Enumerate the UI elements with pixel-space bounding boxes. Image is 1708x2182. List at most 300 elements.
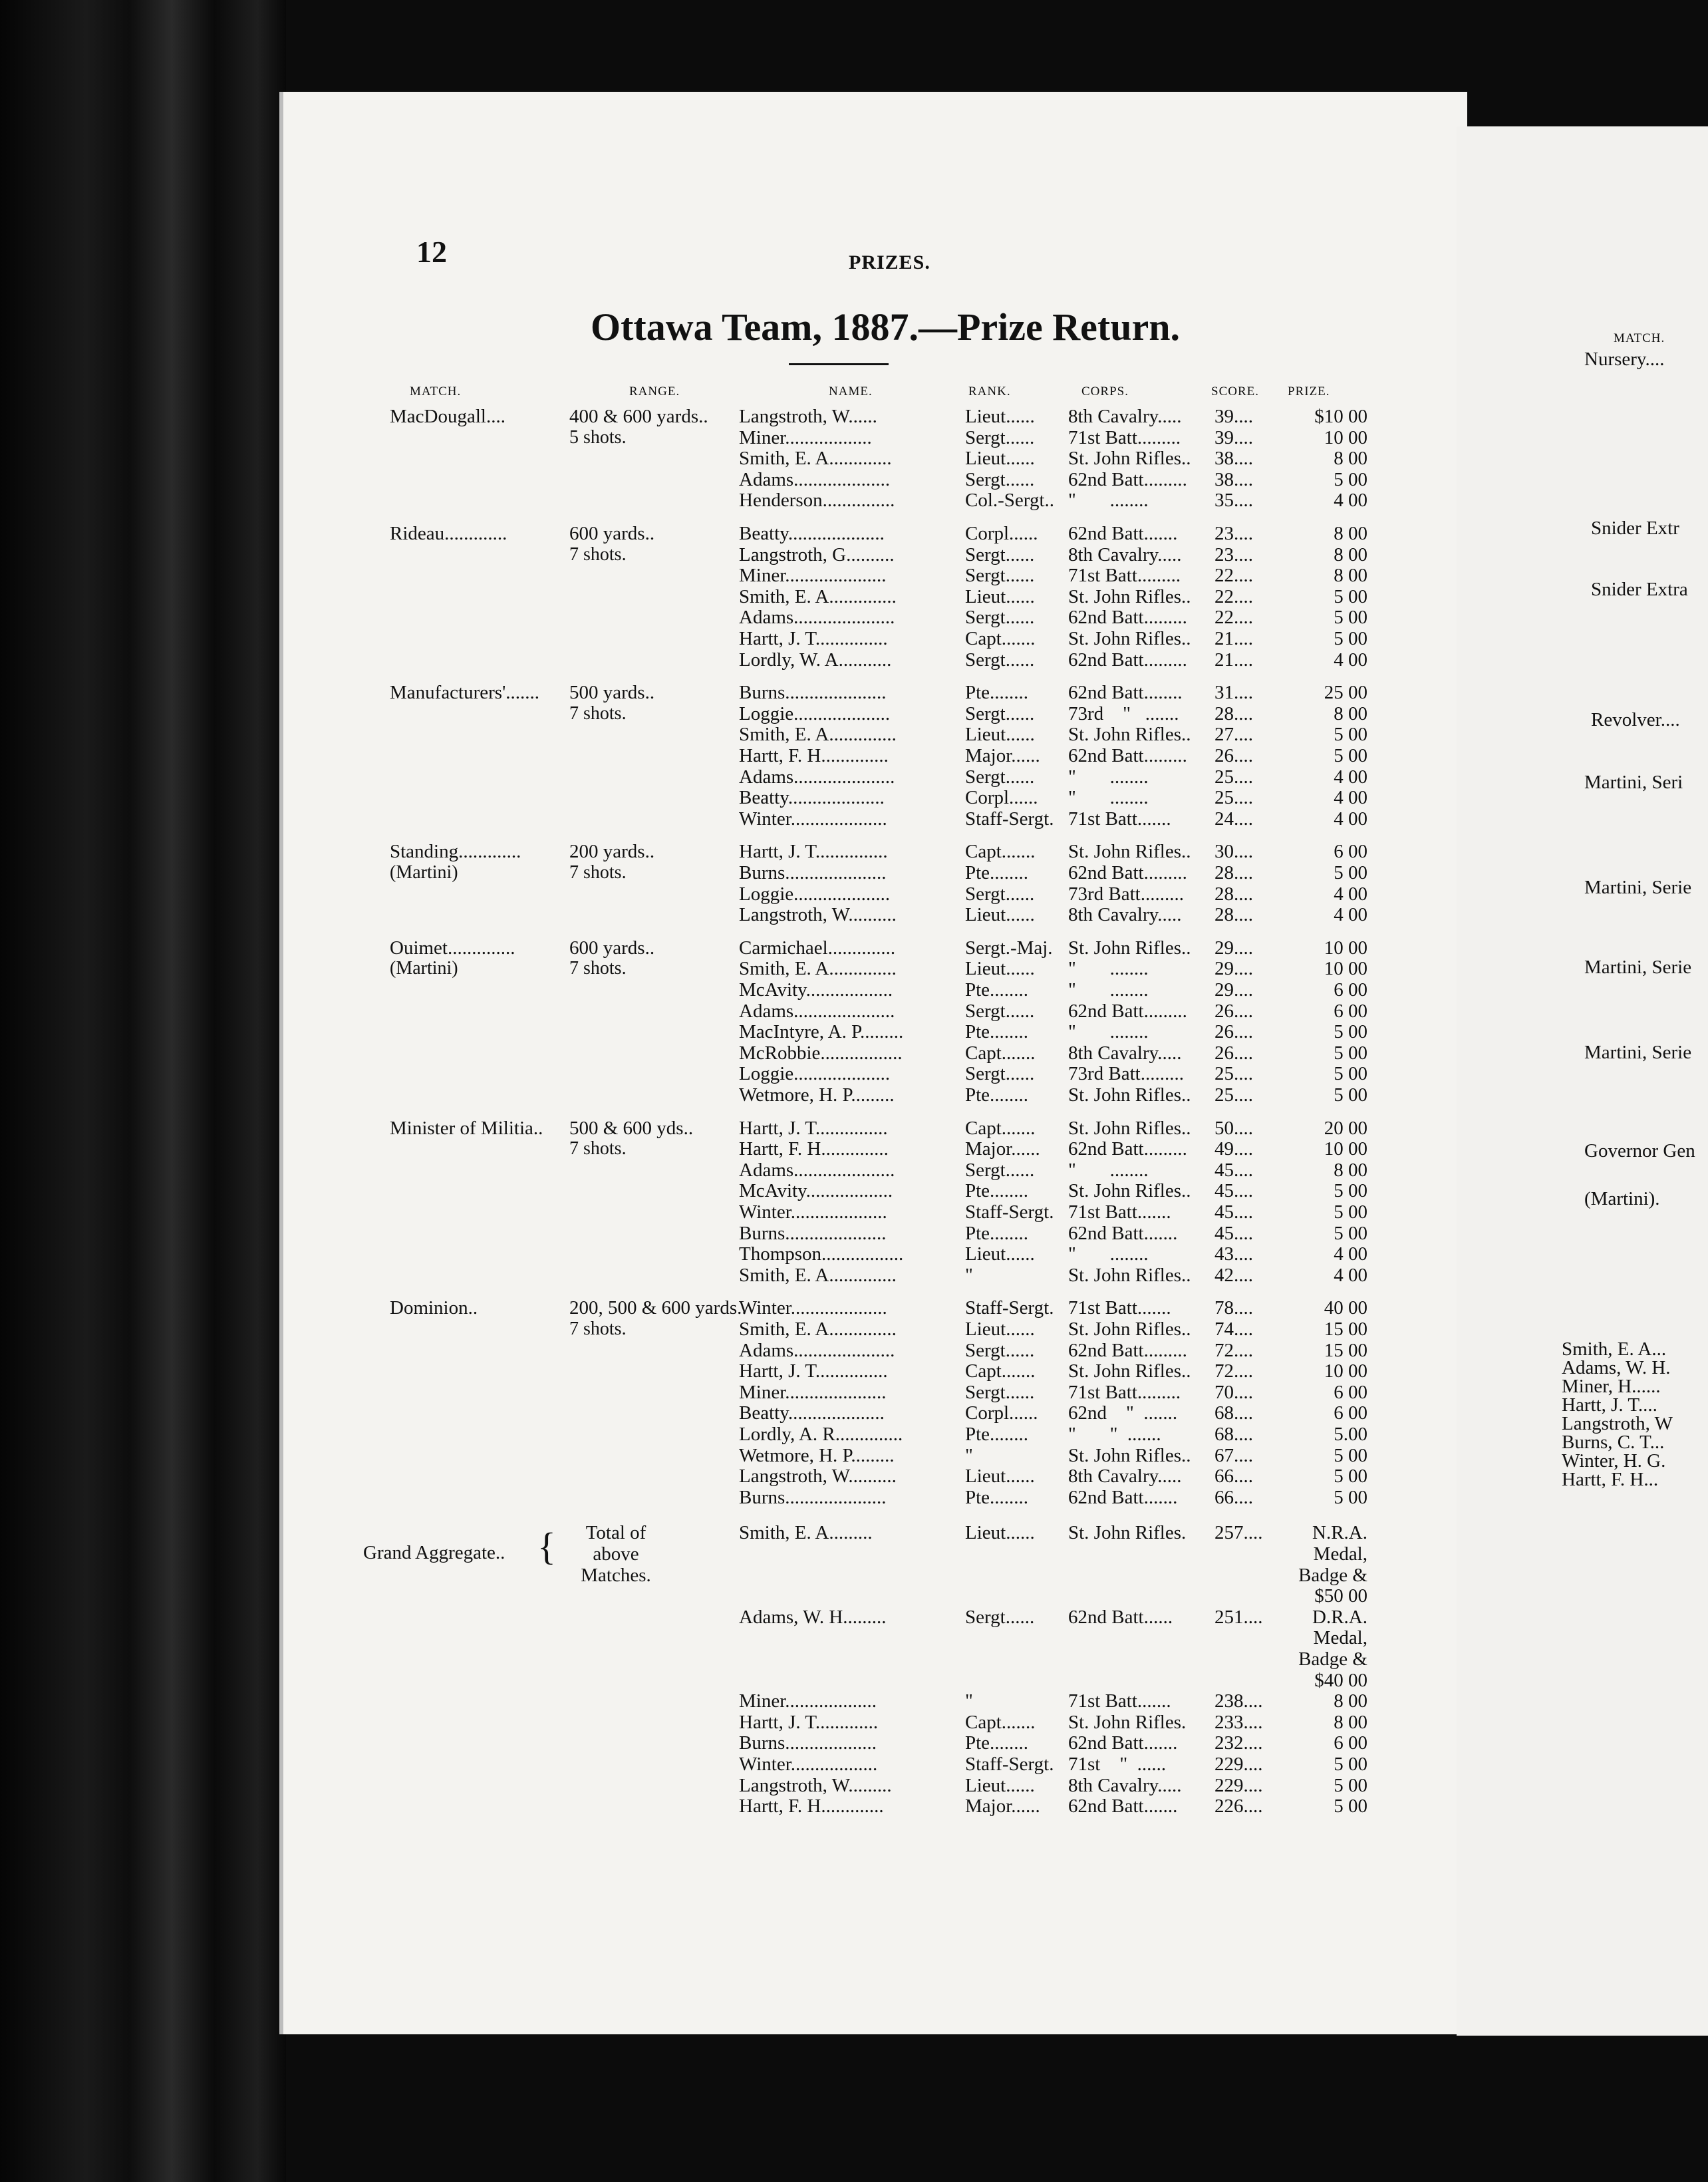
table-row: [283, 862, 1467, 883]
entry-score: 229....: [1214, 1754, 1263, 1775]
right-page-name: Hartt, F. H...: [1562, 1469, 1659, 1490]
entry-prize: 4 00: [1334, 1243, 1367, 1265]
entry-rank: Lieut......: [965, 1319, 1035, 1340]
entry-name: Hartt, J. T...............: [739, 628, 888, 649]
entry-corps: 62nd " .......: [1068, 1402, 1178, 1424]
header-score: SCORE.: [1211, 385, 1259, 398]
entry-name: Lordly, A. R..............: [739, 1424, 903, 1445]
entry-rank: Sergt......: [965, 1606, 1035, 1628]
entry-rank: ": [965, 1264, 1017, 1286]
entry-prize: 6 00: [1334, 1000, 1367, 1022]
entry-corps: 62nd Batt.........: [1068, 745, 1187, 766]
entry-corps: St. John Rifles..: [1068, 1180, 1191, 1202]
entry-name: Carmichael..............: [739, 937, 896, 959]
entry-score: 70....: [1214, 1381, 1253, 1403]
entry-prize: 5 00: [1334, 1084, 1367, 1106]
table-row: [283, 406, 1467, 427]
entry-corps: 8th Cavalry.....: [1068, 544, 1182, 565]
header-name: NAME.: [829, 385, 873, 398]
entry-corps: St. John Rifles..: [1068, 841, 1191, 863]
table-row: [283, 1319, 1467, 1340]
entry-prize: 5 00: [1334, 862, 1367, 883]
entry-name: Langstroth, W.........: [739, 1774, 892, 1796]
entry-prize: 6 00: [1334, 979, 1367, 1001]
entry-corps: 62nd Batt.........: [1068, 862, 1187, 883]
entry-prize: 6 00: [1334, 1381, 1367, 1403]
entry-score: 229....: [1214, 1774, 1263, 1796]
entry-score: 78....: [1214, 1297, 1253, 1319]
entry-name: Beatty....................: [739, 1402, 885, 1424]
entry-name: Langstroth, W..........: [739, 1466, 897, 1487]
entry-corps: 73rd Batt.........: [1068, 883, 1184, 905]
entry-name: Smith, E. A..............: [739, 585, 897, 607]
entry-corps: 62nd Batt.......: [1068, 523, 1178, 544]
entry-prize: 5 00: [1334, 585, 1367, 607]
entry-corps: 62nd Batt.......: [1068, 1486, 1178, 1508]
entry-rank: Pte........: [965, 979, 1029, 1001]
entry-prize: 5 00: [1334, 1774, 1367, 1796]
table-row: [283, 841, 1467, 862]
entry-rank: Capt.......: [965, 1117, 1036, 1139]
table-row: [283, 1180, 1467, 1201]
entry-rank: Lieut......: [965, 1774, 1035, 1796]
entry-corps: St. John Rifles..: [1068, 1084, 1191, 1106]
entry-prize: 8 00: [1334, 1690, 1367, 1712]
entry-corps: St. John Rifles..: [1068, 585, 1191, 607]
entry-corps: 62nd Batt.........: [1068, 607, 1187, 629]
entry-name: Loggie....................: [739, 1063, 891, 1085]
entry-prize: 10 00: [1324, 1360, 1367, 1382]
entry-rank: Lieut......: [965, 585, 1035, 607]
entry-name: Beatty....................: [739, 787, 885, 809]
entry-name: Hartt, F. H..............: [739, 1138, 889, 1160]
entry-name: Adams.....................: [739, 766, 895, 788]
entry-prize: 4 00: [1334, 883, 1367, 905]
entry-name: Smith, E. A.........: [739, 1522, 873, 1544]
entry-corps: 8th Cavalry.....: [1068, 406, 1182, 427]
entry-corps: St. John Rifles..: [1068, 724, 1191, 746]
table-row: [283, 1775, 1467, 1796]
match-range: 200 yards..: [569, 841, 655, 863]
match-shots: 7 shots.: [569, 862, 627, 883]
entry-prize: 8 00: [1334, 1711, 1367, 1733]
match-name: Manufacturers'.......: [390, 682, 540, 704]
entry-corps: 71st Batt.........: [1068, 565, 1181, 587]
entry-prize: 5 00: [1334, 1042, 1367, 1064]
table-row: [283, 808, 1467, 830]
entry-name: Hartt, F. H.............: [739, 1795, 884, 1817]
match-range: 200, 500 & 600 yards..: [569, 1297, 747, 1319]
entry-name: Adams.....................: [739, 607, 895, 629]
entry-name: Adams, W. H.........: [739, 1606, 887, 1628]
table-row: [283, 1754, 1467, 1775]
entry-score: 24....: [1214, 808, 1253, 830]
entry-corps: 73rd " .......: [1068, 702, 1179, 724]
entry-score: 67....: [1214, 1444, 1253, 1466]
entry-corps: 71st Batt.......: [1068, 1201, 1171, 1223]
table-row: [283, 1360, 1467, 1382]
entry-score: 68....: [1214, 1402, 1253, 1424]
book-binding: [0, 0, 286, 2182]
entry-score: 21....: [1214, 628, 1253, 649]
entry-prize: 5 00: [1334, 628, 1367, 649]
entry-corps: 8th Cavalry.....: [1068, 1774, 1182, 1796]
entry-rank: Lieut......: [965, 958, 1035, 980]
entry-corps: 62nd Batt.......: [1068, 1222, 1178, 1244]
entry-name: Hartt, J. T...............: [739, 1360, 888, 1382]
entry-prize: 15 00: [1324, 1319, 1367, 1340]
entry-rank: Sergt......: [965, 607, 1035, 629]
entry-prize: 6 00: [1334, 1732, 1367, 1754]
entry-rank: Sergt......: [965, 1063, 1035, 1085]
table-row: [283, 544, 1467, 565]
match-range: 600 yards..: [569, 523, 655, 544]
entry-name: Smith, E. A..............: [739, 958, 897, 980]
table-row: [283, 448, 1467, 469]
entry-rank: Corpl......: [965, 1402, 1038, 1424]
header-corps: CORPS.: [1081, 385, 1129, 398]
entry-corps: 71st Batt.......: [1068, 1297, 1171, 1319]
entry-prize: 20 00: [1324, 1117, 1367, 1139]
entry-score: 29....: [1214, 937, 1253, 959]
entry-rank: Sergt.-Maj.: [965, 937, 1053, 959]
entry-score: 49....: [1214, 1138, 1253, 1160]
entry-score: 22....: [1214, 585, 1253, 607]
entry-score: 28....: [1214, 862, 1253, 883]
right-page-name: Hartt, J. T....: [1562, 1394, 1657, 1416]
match-note: (Martini): [390, 958, 458, 979]
entry-prize: $40 00: [1314, 1669, 1367, 1691]
entry-name: Burns.....................: [739, 1486, 887, 1508]
entry-corps: St. John Rifles..: [1068, 1319, 1191, 1340]
right-page-header: MATCH.: [1614, 331, 1665, 345]
entry-name: Adams.....................: [739, 1159, 895, 1181]
entry-corps: St. John Rifles.: [1068, 1711, 1187, 1733]
entry-name: Beatty....................: [739, 523, 885, 544]
entry-score: 25....: [1214, 766, 1253, 788]
entry-prize: 5 00: [1334, 1201, 1367, 1223]
match-shots: 7 shots.: [569, 702, 627, 724]
entry-prize: 4 00: [1334, 1264, 1367, 1286]
table-row: [283, 565, 1467, 586]
entry-score: 25....: [1214, 1084, 1253, 1106]
header-rank: RANK.: [968, 385, 1011, 398]
left-page: [279, 92, 1467, 2034]
table-row: [283, 1042, 1467, 1064]
entry-name: Smith, E. A..............: [739, 1319, 897, 1340]
entry-corps: " ........: [1068, 1159, 1149, 1181]
entry-prize: $50 00: [1314, 1585, 1367, 1607]
entry-rank: Lieut......: [965, 904, 1035, 926]
entry-score: 25....: [1214, 1063, 1253, 1085]
table-row: [283, 1732, 1467, 1754]
entry-rank: Sergt......: [965, 1000, 1035, 1022]
entry-corps: " ........: [1068, 958, 1149, 980]
table-row: [283, 745, 1467, 766]
entry-prize: 5 00: [1334, 1063, 1367, 1085]
entry-name: Henderson...............: [739, 490, 895, 512]
entry-rank: Staff-Sergt.: [965, 1201, 1054, 1223]
entry-rank: Capt.......: [965, 1711, 1036, 1733]
entry-corps: " ........: [1068, 490, 1149, 512]
match-shots: 7 shots.: [569, 1319, 627, 1339]
table-row: [283, 787, 1467, 808]
entry-corps: St. John Rifles..: [1068, 1117, 1191, 1139]
page-number: 12: [416, 235, 447, 269]
match-note: (Martini): [390, 862, 458, 883]
table-row: [283, 1138, 1467, 1160]
right-page-item: Nursery....: [1584, 349, 1665, 370]
table-row: [283, 1118, 1467, 1139]
entry-prize: 40 00: [1324, 1297, 1367, 1319]
entry-rank: Major......: [965, 1138, 1040, 1160]
entry-prize: 5 00: [1334, 1754, 1367, 1775]
entry-score: 23....: [1214, 544, 1253, 565]
entry-rank: Pte........: [965, 1486, 1029, 1508]
right-page-name: Smith, E. A...: [1562, 1338, 1667, 1360]
entry-prize: 10 00: [1324, 426, 1367, 448]
right-page-item: Snider Extr: [1591, 518, 1679, 539]
table-row: [283, 1466, 1467, 1487]
page-title: Ottawa Team, 1887.—Prize Return.: [591, 305, 1180, 349]
table-row: [283, 628, 1467, 649]
entry-rank: Corpl......: [965, 523, 1038, 544]
entry-rank: Sergt......: [965, 1159, 1035, 1181]
entry-prize: 8 00: [1334, 523, 1367, 544]
header-prize: PRIZE.: [1288, 385, 1330, 398]
entry-name: Wetmore, H. P.........: [739, 1084, 895, 1106]
entry-score: 23....: [1214, 523, 1253, 544]
entry-score: 66....: [1214, 1466, 1253, 1487]
entry-rank: ": [965, 1690, 1017, 1712]
entry-name: Loggie....................: [739, 702, 891, 724]
entry-score: 232....: [1214, 1732, 1263, 1754]
entry-corps: 8th Cavalry.....: [1068, 904, 1182, 926]
entry-name: Winter....................: [739, 1201, 887, 1223]
entry-name: Adams....................: [739, 468, 891, 490]
entry-corps: 62nd Batt.......: [1068, 1732, 1178, 1754]
entry-name: Adams.....................: [739, 1339, 895, 1361]
entry-rank: Sergt......: [965, 468, 1035, 490]
table-row: [283, 1487, 1467, 1508]
table-row: [283, 1445, 1467, 1466]
entry-prize: 4 00: [1334, 787, 1367, 809]
entry-name: Lordly, W. A...........: [739, 649, 892, 671]
entry-corps: St. John Rifles..: [1068, 1444, 1191, 1466]
entry-prize: Badge &: [1298, 1648, 1367, 1670]
right-page-name: Miner, H......: [1562, 1376, 1661, 1397]
table-row: [283, 607, 1467, 628]
table-row: [283, 1021, 1467, 1042]
brace-glyph: {: [537, 1525, 556, 1569]
entry-prize: 8 00: [1334, 702, 1367, 724]
entry-name: MacIntyre, A. P.........: [739, 1021, 904, 1043]
entry-prize: 8 00: [1334, 1159, 1367, 1181]
entry-rank: Pte........: [965, 1732, 1029, 1754]
table-row: [283, 1223, 1467, 1244]
entry-corps: 62nd Batt.........: [1068, 649, 1187, 671]
table-row: [283, 1690, 1467, 1712]
running-head: PRIZES.: [849, 251, 930, 273]
entry-prize: 4 00: [1334, 766, 1367, 788]
table-row: [283, 1402, 1467, 1424]
entry-prize: 4 00: [1334, 904, 1367, 926]
entry-rank: Sergt......: [965, 1381, 1035, 1403]
table-row: [283, 1340, 1467, 1361]
entry-score: 42....: [1214, 1264, 1253, 1286]
entry-prize: 5 00: [1334, 1795, 1367, 1817]
entry-name: Hartt, J. T...............: [739, 841, 888, 863]
table-row: [283, 1063, 1467, 1084]
entry-score: 45....: [1214, 1201, 1253, 1223]
entry-name: Winter....................: [739, 808, 887, 830]
entry-corps: 71st Batt.......: [1068, 808, 1171, 830]
match-name: Grand Aggregate..: [363, 1542, 505, 1564]
match-name: Ouimet..............: [390, 937, 515, 959]
entry-name: Smith, E. A..............: [739, 724, 897, 746]
entry-prize: 5 00: [1334, 724, 1367, 746]
entry-prize: 10 00: [1324, 1138, 1367, 1160]
entry-name: Thompson.................: [739, 1243, 904, 1265]
entry-score: 28....: [1214, 904, 1253, 926]
entry-name: Langstroth, W......: [739, 406, 877, 427]
entry-score: 22....: [1214, 565, 1253, 587]
entry-prize: 5 00: [1334, 745, 1367, 766]
entry-name: Adams.....................: [739, 1000, 895, 1022]
entry-score: 38....: [1214, 448, 1253, 470]
right-page-item: Martini, Serie: [1584, 877, 1692, 898]
entry-score: 22....: [1214, 607, 1253, 629]
entry-rank: Lieut......: [965, 1466, 1035, 1487]
right-page: [1457, 126, 1708, 2036]
match-shots: 5 shots.: [569, 426, 627, 448]
entry-rank: Sergt......: [965, 565, 1035, 587]
entry-rank: Capt.......: [965, 1042, 1036, 1064]
entry-score: 26....: [1214, 745, 1253, 766]
entry-rank: Capt.......: [965, 628, 1036, 649]
entry-rank: Sergt......: [965, 426, 1035, 448]
match-range: 500 & 600 yds..: [569, 1117, 694, 1139]
entry-rank: Staff-Sergt.: [965, 1754, 1054, 1775]
entry-score: 29....: [1214, 979, 1253, 1001]
right-page-name: Burns, C. T...: [1562, 1432, 1665, 1453]
entry-prize: 6 00: [1334, 841, 1367, 863]
right-page-name: Langstroth, W: [1562, 1413, 1673, 1434]
entry-corps: 71st Batt.........: [1068, 426, 1181, 448]
entry-corps: St. John Rifles..: [1068, 628, 1191, 649]
entry-prize: 5 00: [1334, 468, 1367, 490]
entry-name: Loggie....................: [739, 883, 891, 905]
entry-corps: " ........: [1068, 979, 1149, 1001]
entry-prize: 8 00: [1334, 448, 1367, 470]
entry-score: 45....: [1214, 1180, 1253, 1202]
entry-score: 238....: [1214, 1690, 1263, 1712]
entry-prize: 5.00: [1334, 1424, 1367, 1445]
entry-prize: 15 00: [1324, 1339, 1367, 1361]
entry-prize: Medal,: [1313, 1627, 1367, 1649]
entry-score: 39....: [1214, 406, 1253, 427]
match-name: MacDougall....: [390, 406, 505, 427]
table-row: [283, 649, 1467, 671]
entry-name: McAvity..................: [739, 1180, 893, 1202]
entry-rank: Pte........: [965, 1222, 1029, 1244]
entry-prize: D.R.A.: [1312, 1606, 1367, 1628]
entry-score: 226....: [1214, 1795, 1263, 1817]
entry-rank: Capt.......: [965, 1360, 1036, 1382]
entry-score: 50....: [1214, 1117, 1253, 1139]
entry-corps: St. John Rifles..: [1068, 1264, 1191, 1286]
entry-rank: Lieut......: [965, 448, 1035, 470]
table-row: [283, 1160, 1467, 1181]
entry-rank: Pte........: [965, 1424, 1029, 1445]
entry-rank: Sergt......: [965, 544, 1035, 565]
table-row: [283, 586, 1467, 607]
table-row: [283, 724, 1467, 745]
entry-corps: 71st Batt.......: [1068, 1690, 1171, 1712]
match-name: Rideau.............: [390, 523, 507, 544]
entry-prize: 6 00: [1334, 1402, 1367, 1424]
entry-prize: 5 00: [1334, 1444, 1367, 1466]
entry-prize: 8 00: [1334, 565, 1367, 587]
entry-rank: ": [965, 1444, 1017, 1466]
entry-corps: 62nd Batt......: [1068, 1606, 1173, 1628]
entry-prize: 25 00: [1324, 682, 1367, 704]
entry-corps: " ........: [1068, 766, 1149, 788]
entry-corps: St. John Rifles.: [1068, 1522, 1187, 1544]
entry-corps: " " .......: [1068, 1424, 1161, 1445]
entry-corps: St. John Rifles..: [1068, 1360, 1191, 1382]
entry-score: 26....: [1214, 1042, 1253, 1064]
table-row: [283, 490, 1467, 511]
entry-corps: 71st Batt.........: [1068, 1381, 1181, 1403]
table-row: [283, 883, 1467, 905]
entry-rank: Col.-Sergt..: [965, 490, 1054, 512]
entry-score: 72....: [1214, 1360, 1253, 1382]
entry-rank: Staff-Sergt.: [965, 1297, 1054, 1319]
entry-score: 35....: [1214, 490, 1253, 512]
table-row: [283, 1382, 1467, 1403]
entry-name: Langstroth, W..........: [739, 904, 897, 926]
table-row: [283, 1297, 1467, 1319]
entry-rank: Lieut......: [965, 1522, 1035, 1544]
match-name: Dominion..: [390, 1297, 478, 1319]
entry-prize: 5 00: [1334, 1486, 1367, 1508]
entry-score: 43....: [1214, 1243, 1253, 1265]
table-row: [283, 1265, 1467, 1286]
table-row: [283, 1201, 1467, 1223]
table-row: [283, 1243, 1467, 1265]
entry-prize: 10 00: [1324, 958, 1367, 980]
table-row: [283, 682, 1467, 703]
entry-corps: 62nd Batt.........: [1068, 1138, 1187, 1160]
entry-prize: Medal,: [1313, 1543, 1367, 1565]
match-shots: 7 shots.: [569, 1138, 627, 1160]
match-range: 500 yards..: [569, 682, 655, 704]
table-row: [283, 523, 1467, 544]
entry-name: Winter....................: [739, 1297, 887, 1319]
table-row: [283, 703, 1467, 724]
entry-name: McAvity..................: [739, 979, 893, 1001]
entry-score: 45....: [1214, 1159, 1253, 1181]
entry-prize: 8 00: [1334, 544, 1367, 565]
entry-corps: 71st " ......: [1068, 1754, 1167, 1775]
entry-prize: 4 00: [1334, 490, 1367, 512]
entry-name: Hartt, J. T.............: [739, 1711, 879, 1733]
title-rule: [789, 363, 889, 365]
table-row: [283, 427, 1467, 448]
entry-name: McRobbie.................: [739, 1042, 903, 1064]
table-row: [283, 1001, 1467, 1022]
